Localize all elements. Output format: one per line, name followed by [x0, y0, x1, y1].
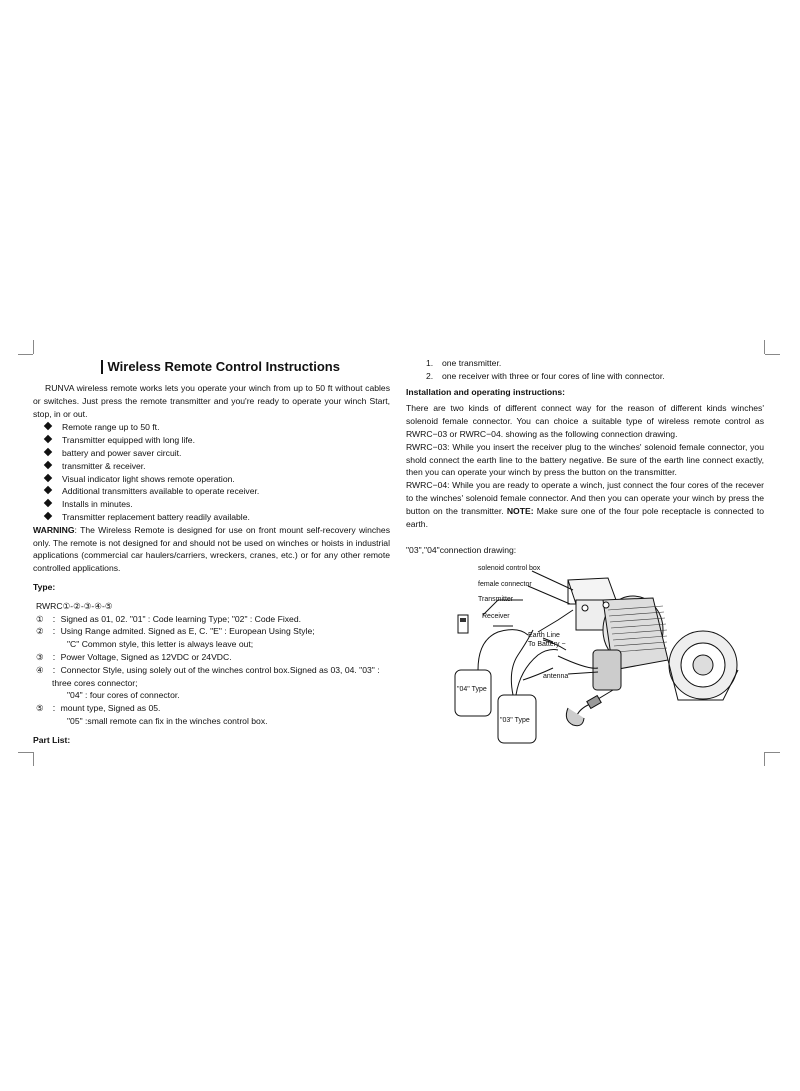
note-label: NOTE: — [506, 505, 534, 516]
install-paragraph-1: There are two kinds of different connect way for the reason of different kinds winches' solenoid female connector. You can choice a suitable type of wireless remote control as RWRC−03 or RWRC−04. showing as the following connection drawing. — [406, 403, 764, 439]
crop-mark-bottom-left-h — [18, 752, 33, 753]
connection-diagram — [438, 560, 768, 750]
install-paragraph-2: RWRC−03: While you insert the receiver plug to the winches' solenoid female connector, you shold connect the earth line to the battery negative. Be sure of the earth line connect exactly, then you can operate your winch by press the button on the transmitter. — [406, 441, 764, 478]
label-transmitter: Transmitter — [478, 596, 514, 603]
label-solenoid-control-box: solenoid control box — [478, 565, 541, 572]
warning-label: WARNING — [33, 524, 75, 535]
warning-text: : The Wireless Remote is designed for use on front mount self-recovery winches only. The remote is not designed for and should not be used on winches or hoists in industrial applications (commercial car haulers/carriers, wreckers, cranes, etc.) or for any other remote controlled applications. — [33, 524, 390, 574]
parts-list — [426, 357, 764, 383]
diamond-bullet-icon — [44, 473, 52, 481]
diamond-bullet-icon — [44, 461, 52, 469]
title-bar — [101, 360, 103, 374]
crop-mark-bottom-right-v — [764, 752, 765, 766]
list-item: transmitter & receiver. — [45, 460, 390, 473]
page-title-text: Wireless Remote Control Instructions — [107, 358, 340, 374]
crop-mark-bottom-left-v — [33, 752, 34, 766]
left-column — [33, 360, 390, 753]
model-code: RWRC①-②-③-④-⑤ — [36, 600, 113, 611]
diamond-bullet-icon — [44, 435, 52, 443]
right-column — [406, 357, 764, 557]
diamond-bullet-icon — [44, 512, 52, 520]
crop-mark-top-right-v — [764, 340, 765, 354]
list-item: Visual indicator light shows remote operation. — [45, 473, 390, 486]
list-item: battery and power saver circuit. — [45, 447, 390, 460]
page-title — [101, 360, 390, 374]
parts-heading: Part List: — [33, 734, 71, 745]
transmitter-icon — [458, 615, 468, 633]
type-item: ① ：Signed as 01, 02. "01" : Code learning Type; "02" : Code Fixed. — [36, 613, 302, 624]
label-type-03: "03" Type — [500, 717, 530, 724]
type-item-continuation: "04" : four cores of connector. — [67, 690, 180, 701]
list-item: Remote range up to 50 ft. — [45, 421, 390, 434]
diamond-bullet-icon — [44, 499, 52, 507]
warning-paragraph — [33, 524, 390, 575]
list-item: 1. one transmitter. — [426, 358, 502, 368]
hook-illustration — [566, 690, 613, 726]
type-heading: Type: — [33, 581, 56, 592]
intro-paragraph: RUNVA wireless remote works lets you operate your winch from up to 50 ft without cables or switches. Just press the remote transmitter and you're ready to operate your winch Start, stop, in or out. — [33, 383, 390, 419]
winch-illustration — [568, 578, 738, 700]
type-item-continuation: "C" Common style, this letter is always leave out; — [67, 639, 254, 650]
drawing-caption: "03","04"connection drawing: — [406, 545, 517, 556]
label-to-battery: To Battery − — [528, 641, 566, 648]
list-item: Installs in minutes. — [45, 498, 390, 511]
list-item: Additional transmitters available to operate receiver. — [45, 485, 390, 498]
feature-list — [45, 421, 390, 523]
type-item: ③ ：Power Voltage, Signed as 12VDC or 24VDC. — [36, 651, 232, 662]
type-item: ② ：Using Range admited. Signed as E, C. "E" : European Using Style; — [36, 626, 315, 637]
crop-mark-bottom-right-h — [765, 752, 780, 753]
diamond-bullet-icon — [44, 448, 52, 456]
crop-mark-top-left-h — [18, 354, 33, 355]
label-type-04: "04" Type — [457, 686, 487, 693]
type-item-continuation: "05" :small remote can fix in the winches control box. — [67, 715, 268, 726]
list-item: 2. one receiver with three or four cores of line with connector. — [426, 370, 665, 381]
type-item: ④ ：Connector Style, using solely out of the winches control box.Signed as 03, 04. "03" : three cores connector; — [36, 664, 380, 688]
receiver-04-icon — [455, 670, 491, 716]
label-female-connector: female connector — [478, 581, 532, 588]
list-item: Transmitter replacement battery readily available. — [45, 511, 390, 524]
diamond-bullet-icon — [44, 486, 52, 494]
label-receiver: Receiver — [482, 613, 510, 620]
label-antenna: antenna — [543, 673, 569, 680]
type-item: ⑤ ：mount type, Signed as 05. — [36, 703, 161, 714]
list-item: Transmitter equipped with long life. — [45, 434, 390, 447]
install-paragraph-3: RWRC−04: While you are ready to operate a winch, just connect the four cores of the recever to the winches' solenoid female connector. And then you can operate your winch by press the button on the transmitter. NOTE: Make sure one of the four pole receptacle is connected to earth. — [406, 480, 765, 529]
crop-mark-top-right-h — [765, 354, 780, 355]
install-heading: Installation and operating instructions: — [406, 386, 565, 397]
crop-mark-top-left-v — [33, 340, 34, 354]
diamond-bullet-icon — [44, 422, 52, 430]
label-earth-line: Earth Line — [528, 632, 560, 639]
